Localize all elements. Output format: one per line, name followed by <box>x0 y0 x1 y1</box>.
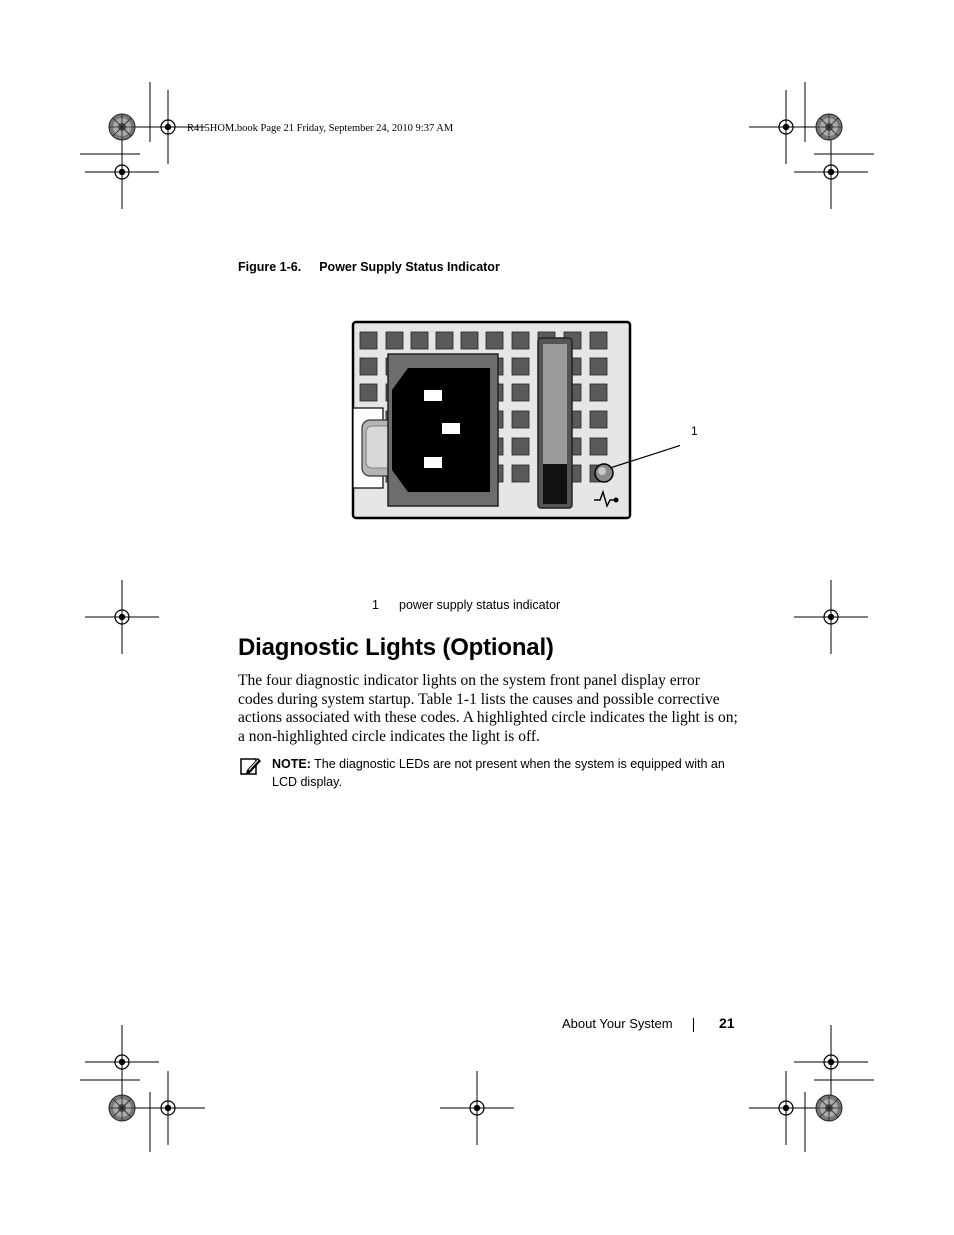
led-highlight <box>598 467 606 475</box>
registration-mark <box>794 580 868 654</box>
vent-slot <box>461 332 478 349</box>
vent-slot <box>590 358 607 375</box>
release-latch <box>538 338 572 508</box>
footer-separator <box>693 1018 694 1032</box>
vent-slot <box>360 358 377 375</box>
note-pencil-icon <box>240 755 262 777</box>
registration-mark <box>749 90 823 164</box>
vent-slot <box>512 465 529 482</box>
body-paragraph: The four diagnostic indicator lights on the system front panel display error codes during system startup. Table 1-1 lists the causes and possible corrective actions associated with these codes. A highlighted circle indicates the light is on; a non-highlighted circle indicates the light is off. <box>238 672 738 746</box>
print-header: R415HOM.book Page 21 Friday, September 24, 2010 9:37 AM <box>187 123 454 134</box>
vent-slot <box>436 332 453 349</box>
note-label: NOTE: <box>272 757 311 771</box>
note-text: The diagnostic LEDs are not present when the system is equipped with an LCD display. <box>272 757 725 789</box>
vent-slot <box>360 332 377 349</box>
vent-slot <box>486 332 503 349</box>
legend-number: 1 <box>372 598 379 612</box>
color-target <box>816 114 842 140</box>
registration-mark <box>440 1071 514 1145</box>
footer-section-label: About Your System <box>562 1016 673 1031</box>
figure-legend-item <box>372 598 560 612</box>
figure-number: Figure 1-6. <box>238 260 302 274</box>
vent-slot <box>512 411 529 428</box>
vent-slot <box>512 332 529 349</box>
vent-slot <box>590 438 607 455</box>
vent-slot <box>590 332 607 349</box>
vent-slot <box>590 384 607 401</box>
vent-slot <box>512 384 529 401</box>
color-target <box>109 114 135 140</box>
power-supply-illustration <box>340 310 680 525</box>
vent-slot <box>360 384 377 401</box>
registration-mark <box>749 1071 823 1145</box>
vent-slot <box>411 332 428 349</box>
vent-slot <box>512 438 529 455</box>
color-target <box>816 1095 842 1121</box>
registration-mark <box>85 580 159 654</box>
figure-title: Power Supply Status Indicator <box>319 260 500 274</box>
figure-caption <box>238 260 500 274</box>
registration-mark <box>85 1025 159 1099</box>
power-status-dot <box>614 498 619 503</box>
page-number: 21 <box>719 1015 735 1031</box>
registration-mark <box>131 1071 205 1145</box>
registration-mark <box>85 135 159 209</box>
vent-slot <box>590 411 607 428</box>
callout-number: 1 <box>691 424 698 438</box>
color-target <box>109 1095 135 1121</box>
legend-text: power supply status indicator <box>399 598 561 612</box>
vent-slot <box>512 358 529 375</box>
vent-slot <box>386 332 403 349</box>
registration-mark <box>794 1025 868 1099</box>
section-heading: Diagnostic Lights (Optional) <box>238 634 554 661</box>
registration-mark <box>794 135 868 209</box>
note <box>272 756 742 791</box>
power-connector <box>388 354 498 506</box>
